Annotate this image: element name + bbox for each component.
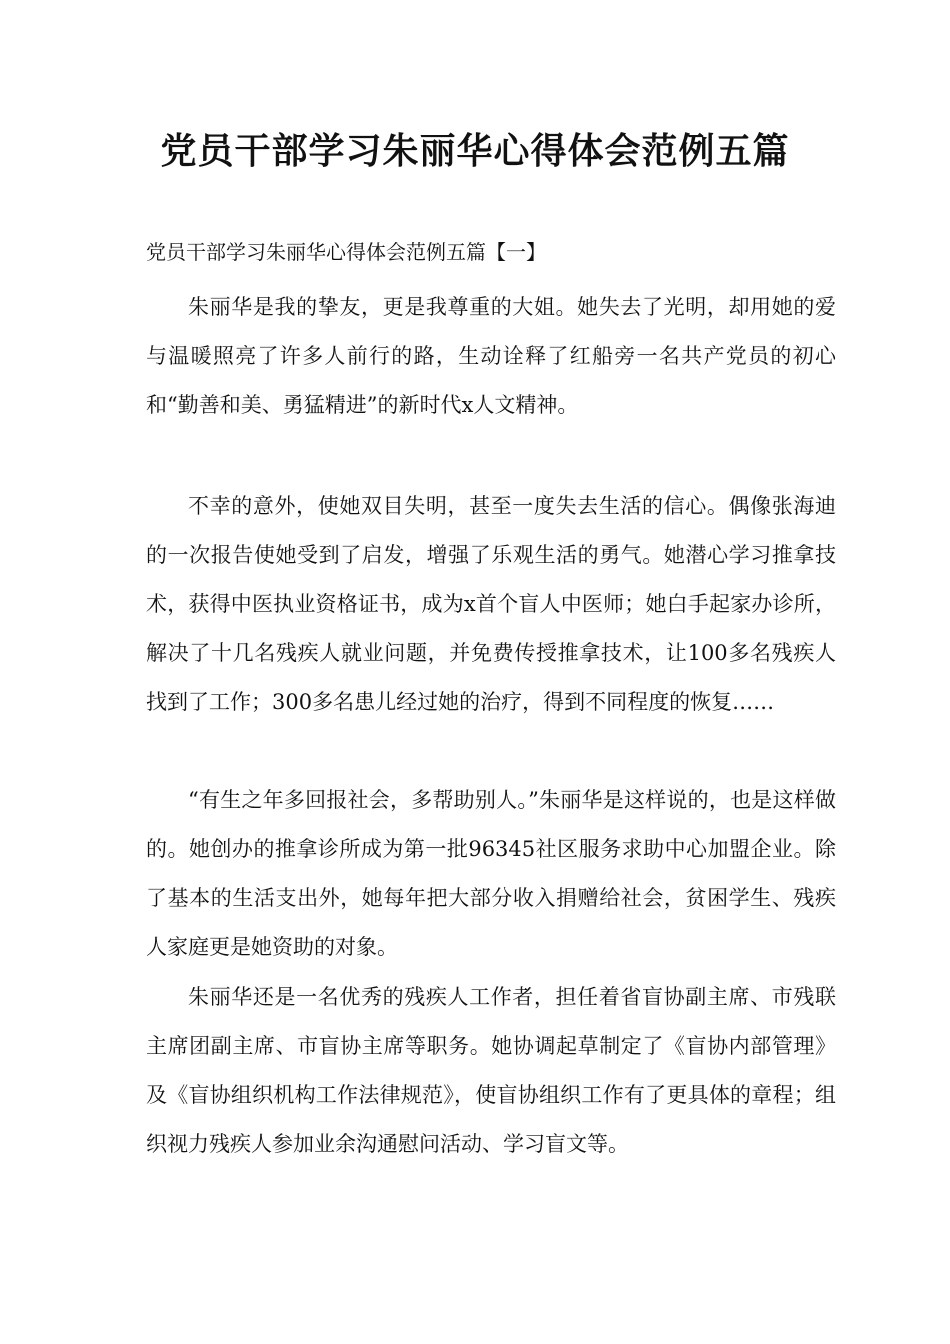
- paragraph-2: 不幸的意外，使她双目失明，甚至一度失去生活的信心。偶像张海迪的一次报告使她受到了启发，增强了乐观生活的勇气。她潜心学习推拿技术，获得中医执业资格证书，成为x首个盲人中医师；她白手起家办诊所，解决了十几名残疾人就业问题，并免费传授推拿技术，让100多名残疾人找到了工作；300多名患儿经过她的治疗，得到不同程度的恢复……: [146, 494, 836, 714]
- section-heading: 党员干部学习朱丽华心得体会范例五篇【一】: [146, 240, 546, 264]
- paragraph-1: 朱丽华是我的挚友，更是我尊重的大姐。她失去了光明，却用她的爱与温暖照亮了许多人前行的路，生动诠释了红船旁一名共产党员的初心和“勤善和美、勇猛精进”的新时代x人文精神。: [146, 295, 836, 417]
- paragraph-4: 朱丽华还是一名优秀的残疾人工作者，担任着省盲协副主席、市残联主席团副主席、市盲协主席等职务。她协调起草制定了《盲协内部管理》及《盲协组织机构工作法律规范》，使盲协组织工作有了更具体的章程；组织视力残疾人参加业余沟通慰问活动、学习盲文等。: [146, 985, 836, 1156]
- document-title: 党员干部学习朱丽华心得体会范例五篇: [160, 131, 790, 172]
- paragraph-3: “有生之年多回报社会，多帮助别人。”朱丽华是这样说的，也是这样做的。她创办的推拿诊所成为第一批96345社区服务求助中心加盟企业。除了基本的生活支出外，她每年把大部分收入捐赠给社会，贫困学生、残疾人家庭更是她资助的对象。: [146, 788, 836, 959]
